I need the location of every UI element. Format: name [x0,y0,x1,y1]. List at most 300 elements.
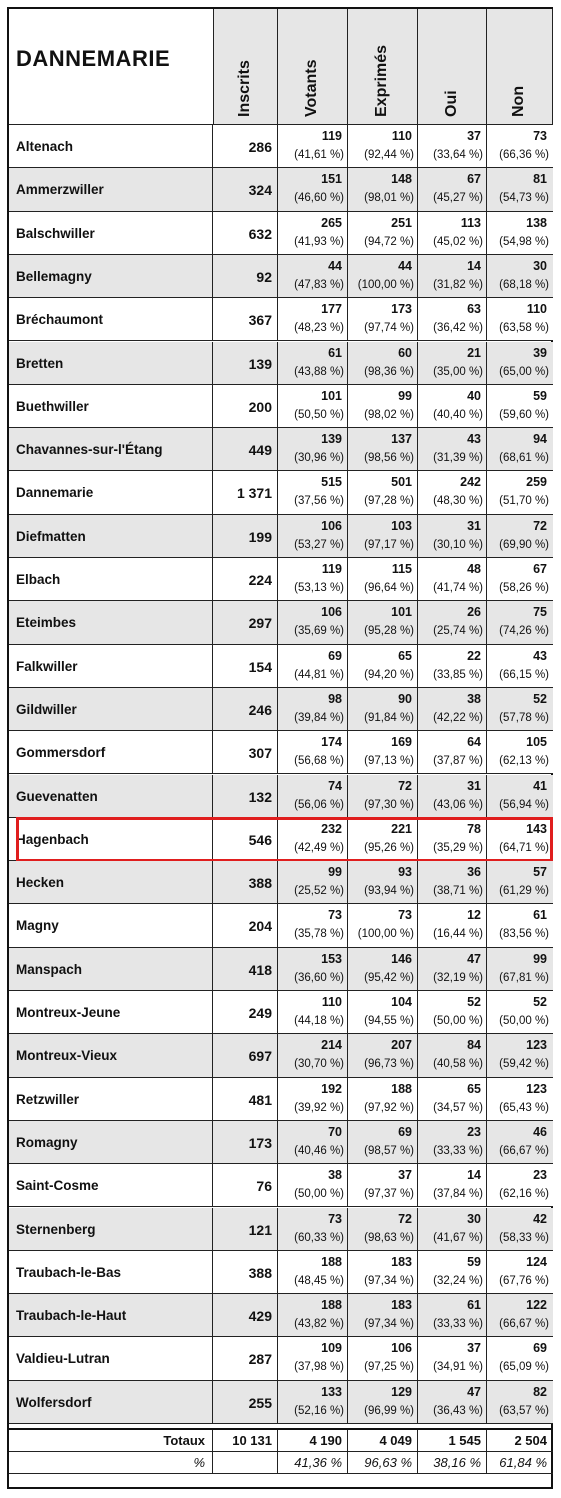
exprimes-percent: (98,57 %) [364,1144,414,1157]
exprimes-percent: (97,28 %) [364,495,414,508]
commune-name: Bellemagny [16,268,92,284]
inscrits-value: 224 [248,572,272,588]
non-percent: (58,26 %) [499,582,549,594]
non-value: 138 [526,215,547,230]
oui-value: 31 [467,518,481,533]
header-label-votants: Votants [303,59,320,117]
commune-name: Chavannes-sur-l'Étang [16,442,163,458]
non-percent: (67,76 %) [499,1274,549,1287]
votants-percent: (50,50 %) [294,408,344,421]
non-percent: (68,18 %) [499,278,549,291]
oui-value: 21 [467,345,481,360]
non-percent: (54,98 %) [499,235,549,248]
exprimes-value: 129 [391,1384,412,1399]
votants-percent: (30,70 %) [294,1058,344,1071]
exprimes-percent: (97,13 %) [364,755,414,768]
total-inscrits: 10 131 [232,1433,272,1448]
commune-name: Altenach [16,139,74,154]
votants-percent: (53,13 %) [294,582,344,594]
votants-value: 153 [321,951,342,966]
oui-value: 65 [467,1081,481,1096]
commune-name: Eteimbes [16,615,77,631]
non-percent: (83,56 %) [499,928,549,941]
exprimes-value: 115 [391,562,412,576]
votants-percent: (52,16 %) [294,1404,344,1417]
total-votants: 4 190 [309,1433,342,1448]
non-value: 81 [533,172,547,187]
non-value: 99 [533,951,547,966]
votants-percent: (50,00 %) [294,1188,344,1201]
non-value: 69 [533,1341,547,1356]
header-title-cell [9,9,213,125]
non-percent: (65,43 %) [499,1101,549,1114]
total-exprimes-percent: 96,63 % [364,1455,412,1470]
exprimes-value: 104 [391,995,412,1009]
exprimes-percent: (100,00 %) [357,278,414,291]
oui-percent: (33,33 %) [433,1318,483,1331]
oui-value: 47 [467,1384,481,1399]
votants-value: 214 [321,1038,342,1053]
votants-value: 74 [328,778,342,793]
oui-percent: (25,74 %) [433,625,483,638]
inscrits-value: 546 [248,831,272,848]
votants-percent: (48,23 %) [294,322,344,335]
inscrits-value: 388 [248,1264,272,1281]
non-value: 42 [533,1211,547,1226]
oui-value: 26 [467,605,481,620]
non-percent: (66,67 %) [499,1144,549,1157]
oui-percent: (41,74 %) [433,582,483,594]
inscrits-value: 307 [248,745,272,762]
non-value: 75 [533,605,547,620]
votants-value: 188 [321,1298,342,1313]
inscrits-value: 121 [248,1221,272,1238]
highlight-box [16,817,553,862]
votants-value: 44 [328,258,342,273]
exprimes-value: 101 [391,605,412,620]
non-value: 39 [533,345,547,360]
exprimes-value: 99 [398,388,412,403]
exprimes-percent: (98,56 %) [364,452,414,465]
exprimes-value: 93 [398,865,412,880]
exprimes-value: 501 [391,475,412,490]
exprimes-percent: (92,44 %) [364,149,414,161]
exprimes-value: 173 [391,302,412,317]
non-value: 61 [533,908,547,923]
oui-percent: (35,29 %) [433,841,483,854]
exprimes-value: 72 [398,1211,412,1226]
oui-percent: (48,30 %) [433,495,483,508]
exprimes-value: 37 [398,1168,412,1183]
votants-value: 69 [328,648,342,663]
non-percent: (51,70 %) [499,495,549,508]
commune-name: Guevenatten [16,788,98,804]
total-exprimes: 4 049 [379,1433,412,1448]
oui-percent: (32,19 %) [433,971,483,984]
exprimes-value: 106 [391,1341,412,1356]
oui-value: 40 [467,388,481,403]
commune-name: Hecken [16,875,65,891]
inscrits-value: 449 [248,442,272,459]
non-percent: (66,36 %) [499,149,549,161]
non-value: 72 [533,518,547,533]
commune-name: Romagny [16,1134,78,1150]
exprimes-percent: (98,01 %) [364,192,414,205]
exprimes-percent: (97,37 %) [364,1188,414,1201]
oui-percent: (42,22 %) [433,711,483,724]
votants-value: 38 [328,1168,342,1183]
commune-name: Valdieu-Lutran [16,1351,110,1367]
exprimes-value: 137 [391,432,412,447]
non-value: 73 [533,129,547,143]
votants-value: 61 [328,345,342,360]
commune-name: Dannemarie [16,485,94,501]
inscrits-value: 1 371 [236,485,272,502]
votants-value: 98 [328,691,342,706]
inscrits-value: 249 [248,1005,272,1021]
exprimes-percent: (97,30 %) [364,798,414,811]
page-title: DANNEMARIE [16,46,171,71]
oui-percent: (30,10 %) [433,538,483,551]
oui-percent: (40,58 %) [433,1058,483,1071]
exprimes-percent: (98,63 %) [364,1231,414,1244]
votants-value: 73 [328,1211,342,1226]
commune-name: Magny [16,918,59,934]
commune-name: Traubach-le-Haut [16,1308,127,1324]
totals-cell [213,1452,278,1474]
oui-percent: (16,44 %) [433,928,483,941]
non-percent: (67,81 %) [499,971,549,984]
commune-name: Falkwiller [16,658,78,674]
commune-name: Sternenberg [16,1221,96,1237]
votants-value: 70 [328,1124,342,1139]
commune-name: Traubach-le-Bas [16,1264,122,1280]
oui-percent: (45,27 %) [433,192,483,205]
commune-name: Saint-Cosme [16,1178,99,1194]
header-label-oui: Oui [442,90,460,117]
votants-percent: (37,56 %) [294,495,344,508]
inscrits-value: 154 [248,658,272,675]
commune-name: Hagenbach [16,831,89,847]
votants-value: 110 [321,995,342,1009]
votants-value: 188 [321,1254,342,1269]
non-value: 143 [526,821,547,836]
exprimes-value: 69 [398,1124,412,1139]
oui-percent: (38,71 %) [433,885,483,898]
inscrits-value: 429 [248,1308,272,1325]
votants-percent: (44,18 %) [294,1015,344,1027]
exprimes-value: 60 [398,345,412,360]
non-percent: (74,26 %) [499,625,549,638]
votants-value: 109 [321,1341,342,1356]
votants-percent: (48,45 %) [294,1274,344,1287]
non-value: 124 [526,1254,547,1269]
inscrits-value: 173 [248,1134,272,1151]
exprimes-percent: (94,20 %) [364,668,414,681]
votants-percent: (37,98 %) [294,1361,344,1374]
non-value: 52 [533,995,547,1009]
votants-value: 232 [321,821,342,836]
non-value: 52 [533,691,547,706]
non-percent: (65,00 %) [499,365,549,378]
oui-percent: (36,43 %) [433,1404,483,1417]
oui-percent: (34,57 %) [433,1101,483,1114]
oui-percent: (34,91 %) [433,1361,483,1374]
exprimes-percent: (94,72 %) [364,235,414,248]
oui-percent: (36,42 %) [433,322,483,335]
non-value: 123 [526,1038,547,1053]
non-value: 110 [526,302,547,317]
oui-percent: (40,40 %) [433,408,483,421]
non-percent: (68,61 %) [499,452,549,465]
commune-name: Manspach [16,961,83,977]
exprimes-percent: (96,73 %) [364,1058,414,1071]
oui-percent: (31,82 %) [433,278,483,291]
exprimes-value: 73 [398,908,412,923]
non-value: 41 [533,778,547,793]
header-label-non: Non [510,85,527,117]
non-percent: (66,67 %) [499,1318,549,1331]
votants-value: 139 [321,432,342,447]
non-percent: (54,73 %) [499,192,549,205]
votants-value: 177 [321,302,342,317]
commune-name: Bréchaumont [16,312,104,328]
non-percent: (66,15 %) [499,668,549,681]
commune-name: Montreux-Vieux [16,1048,118,1064]
total-oui: 1 545 [448,1433,481,1448]
oui-value: 47 [467,951,481,966]
non-percent: (62,13 %) [499,755,549,768]
inscrits-value: 286 [248,139,272,155]
non-value: 82 [533,1384,547,1399]
non-percent: (61,29 %) [499,885,549,898]
non-value: 46 [533,1124,547,1139]
total-non: 2 504 [514,1433,547,1448]
oui-percent: (33,33 %) [433,1144,483,1157]
inscrits-value: 200 [248,398,272,415]
oui-value: 22 [467,648,481,663]
commune-name: Gommersdorf [16,745,106,761]
oui-percent: (41,67 %) [433,1231,483,1244]
inscrits-value: 367 [248,312,272,329]
votants-value: 515 [321,475,342,490]
totals-label: Totaux [163,1433,205,1448]
inscrits-value: 297 [248,615,272,632]
non-percent: (64,71 %) [499,841,549,854]
oui-percent: (35,00 %) [433,365,483,378]
oui-value: 31 [467,778,481,793]
exprimes-value: 188 [391,1081,412,1096]
non-percent: (57,78 %) [499,711,549,724]
votants-value: 151 [321,172,342,187]
votants-percent: (35,69 %) [294,625,344,638]
votants-percent: (39,84 %) [294,711,344,724]
exprimes-percent: (97,74 %) [364,322,414,335]
oui-value: 30 [467,1211,481,1226]
commune-name: Ammerzwiller [16,182,104,198]
votants-value: 73 [328,908,342,923]
votants-value: 101 [321,388,342,403]
exprimes-value: 183 [391,1298,412,1313]
commune-name: Montreux-Jeune [16,1005,121,1020]
exprimes-value: 207 [391,1038,412,1053]
exprimes-percent: (98,36 %) [364,365,414,378]
oui-percent: (32,24 %) [433,1274,483,1287]
votants-value: 174 [321,735,342,750]
oui-value: 36 [467,865,481,880]
header-label-inscrits: Inscrits [235,60,253,117]
total-non-percent: 61,84 % [499,1455,547,1470]
oui-value: 23 [467,1124,481,1139]
non-value: 67 [533,562,547,576]
oui-value: 78 [467,821,481,836]
exprimes-value: 90 [398,691,412,706]
oui-value: 113 [460,215,481,230]
non-value: 57 [533,865,547,880]
exprimes-percent: (98,02 %) [364,408,414,421]
inscrits-value: 418 [248,961,272,978]
votants-percent: (40,46 %) [294,1144,344,1157]
votants-percent: (35,78 %) [294,928,344,941]
inscrits-value: 246 [248,701,272,718]
oui-percent: (37,84 %) [433,1188,483,1201]
exprimes-value: 72 [398,778,412,793]
votants-percent: (60,33 %) [294,1231,344,1244]
non-percent: (69,90 %) [499,538,549,551]
oui-value: 84 [467,1038,481,1053]
oui-value: 14 [467,1168,481,1183]
commune-name: Retzwiller [16,1091,80,1107]
exprimes-value: 65 [398,648,412,663]
inscrits-value: 255 [248,1394,272,1411]
oui-value: 43 [467,432,481,447]
votants-value: 119 [321,129,342,143]
non-percent: (50,00 %) [499,1015,549,1027]
oui-percent: (50,00 %) [433,1015,483,1027]
commune-name: Balschwiller [16,225,95,241]
oui-value: 14 [467,258,481,273]
votants-value: 265 [321,215,342,230]
oui-value: 37 [467,129,481,143]
exprimes-percent: (97,25 %) [364,1361,414,1374]
commune-name: Bretten [16,355,64,371]
votants-value: 133 [321,1384,342,1399]
oui-value: 12 [467,908,481,923]
oui-percent: (31,39 %) [433,452,483,465]
votants-percent: (56,68 %) [294,755,344,768]
votants-value: 119 [321,562,342,576]
exprimes-value: 110 [391,129,412,143]
oui-value: 38 [467,691,481,706]
votants-value: 106 [321,605,342,620]
commune-name: Elbach [16,572,61,587]
inscrits-value: 481 [248,1091,272,1108]
votants-percent: (42,49 %) [294,841,344,854]
votants-percent: (53,27 %) [294,538,344,551]
non-percent: (59,60 %) [499,408,549,421]
commune-name: Diefmatten [16,528,86,544]
header-label-exprimes: Exprimés [373,44,390,117]
votants-percent: (30,96 %) [294,452,344,465]
exprimes-percent: (91,84 %) [364,711,414,724]
votants-percent: (43,82 %) [294,1318,344,1331]
inscrits-value: 204 [248,918,272,935]
exprimes-value: 146 [391,951,412,966]
non-value: 123 [526,1081,547,1096]
exprimes-percent: (94,55 %) [364,1015,414,1027]
oui-value: 67 [467,172,481,187]
votants-value: 99 [328,865,342,880]
votants-percent: (41,61 %) [294,149,344,161]
votants-value: 106 [321,518,342,533]
inscrits-value: 139 [248,355,272,372]
exprimes-percent: (97,34 %) [364,1274,414,1287]
exprimes-percent: (96,99 %) [364,1404,414,1417]
oui-value: 59 [467,1254,481,1269]
votants-percent: (44,81 %) [294,668,344,681]
oui-percent: (37,87 %) [433,755,483,768]
non-percent: (65,09 %) [499,1361,549,1374]
votants-percent: (41,93 %) [294,235,344,248]
exprimes-percent: (100,00 %) [357,928,414,941]
inscrits-value: 388 [248,875,272,892]
oui-value: 37 [467,1341,481,1356]
total-votants-percent: 41,36 % [294,1455,342,1470]
exprimes-percent: (95,28 %) [364,625,414,638]
non-value: 105 [526,735,547,750]
votants-percent: (39,92 %) [294,1101,344,1114]
oui-value: 242 [460,475,481,490]
oui-value: 52 [467,995,481,1009]
non-value: 43 [533,648,547,663]
non-value: 30 [533,258,547,273]
exprimes-percent: (96,64 %) [364,582,414,594]
non-value: 59 [533,388,547,403]
votants-percent: (25,52 %) [294,885,344,898]
exprimes-value: 221 [391,821,412,836]
inscrits-value: 199 [248,528,272,545]
commune-name: Gildwiller [16,701,77,717]
oui-percent: (43,06 %) [433,798,483,811]
votants-percent: (47,83 %) [294,278,344,291]
non-value: 23 [533,1168,547,1183]
non-percent: (58,33 %) [499,1231,549,1244]
non-value: 122 [526,1298,547,1313]
votants-percent: (56,06 %) [294,798,344,811]
non-percent: (63,58 %) [499,322,549,335]
inscrits-value: 92 [256,268,272,285]
exprimes-value: 148 [391,172,412,187]
votants-percent: (43,88 %) [294,365,344,378]
non-percent: (63,57 %) [499,1404,549,1417]
exprimes-value: 103 [391,518,412,533]
votants-percent: (46,60 %) [294,192,344,205]
exprimes-percent: (97,34 %) [364,1318,414,1331]
percent-label: % [193,1455,205,1470]
non-percent: (62,16 %) [499,1188,549,1201]
inscrits-value: 132 [248,788,272,805]
exprimes-value: 169 [391,735,412,750]
oui-value: 61 [467,1298,481,1313]
inscrits-value: 324 [248,182,272,199]
exprimes-value: 44 [398,258,412,273]
exprimes-percent: (97,92 %) [364,1101,414,1114]
oui-value: 48 [467,562,481,576]
votants-percent: (36,60 %) [294,971,344,984]
oui-percent: (45,02 %) [433,235,483,248]
inscrits-value: 632 [248,225,272,242]
oui-percent: (33,64 %) [433,149,483,161]
